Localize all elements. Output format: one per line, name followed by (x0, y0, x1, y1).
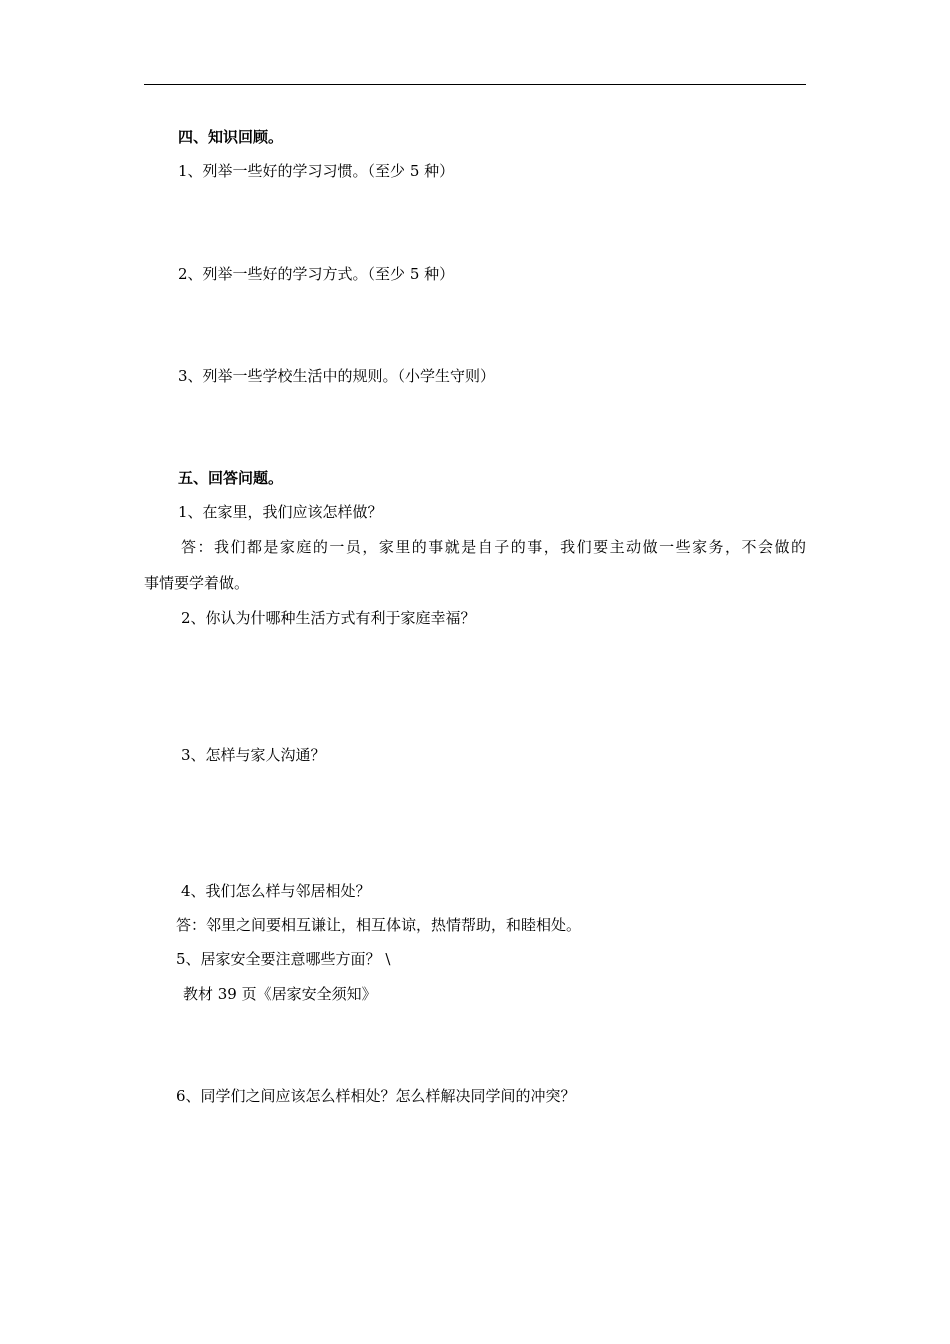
section-5-answer-5: 教材 39 页《居家安全须知》 (183, 985, 377, 1003)
section-4-question-2: 2、列举一些好的学习方式。（至少 5 种） (178, 265, 455, 283)
section-4-question-3: 3、列举一些学校生活中的规则。（小学生守则） (178, 367, 496, 385)
section-5-question-5: 5、居家安全要注意哪些方面？ \ (176, 950, 391, 968)
section-5-answer-1-line-1: 答：我们都是家庭的一员，家里的事就是自子的事，我们要主动做一些家务，不会做的 (181, 538, 808, 556)
section-5-question-6: 6、同学们之间应该怎么样相处？怎么样解决同学间的冲突？ (176, 1087, 576, 1105)
section-5-answer-4: 答：邻里之间要相互谦让，相互体谅，热情帮助，和睦相处。 (176, 916, 582, 934)
section-5-question-3: 3、怎样与家人沟通？ (181, 746, 326, 764)
section-5-answer-1-line-2: 事情要学着做。 (144, 574, 250, 592)
header-rule (144, 84, 806, 85)
section-5-question-2: 2、你认为什哪种生活方式有利于家庭幸福？ (181, 609, 476, 627)
section-5-question-4: 4、我们怎么样与邻居相处？ (181, 882, 371, 900)
section-4-heading: 四、知识回顾。 (178, 128, 284, 146)
section-4-question-1: 1、列举一些好的学习习惯。（至少 5 种） (178, 162, 455, 180)
section-5-heading: 五、回答问题。 (178, 469, 284, 487)
section-5-question-1: 1、在家里，我们应该怎样做？ (178, 503, 383, 521)
